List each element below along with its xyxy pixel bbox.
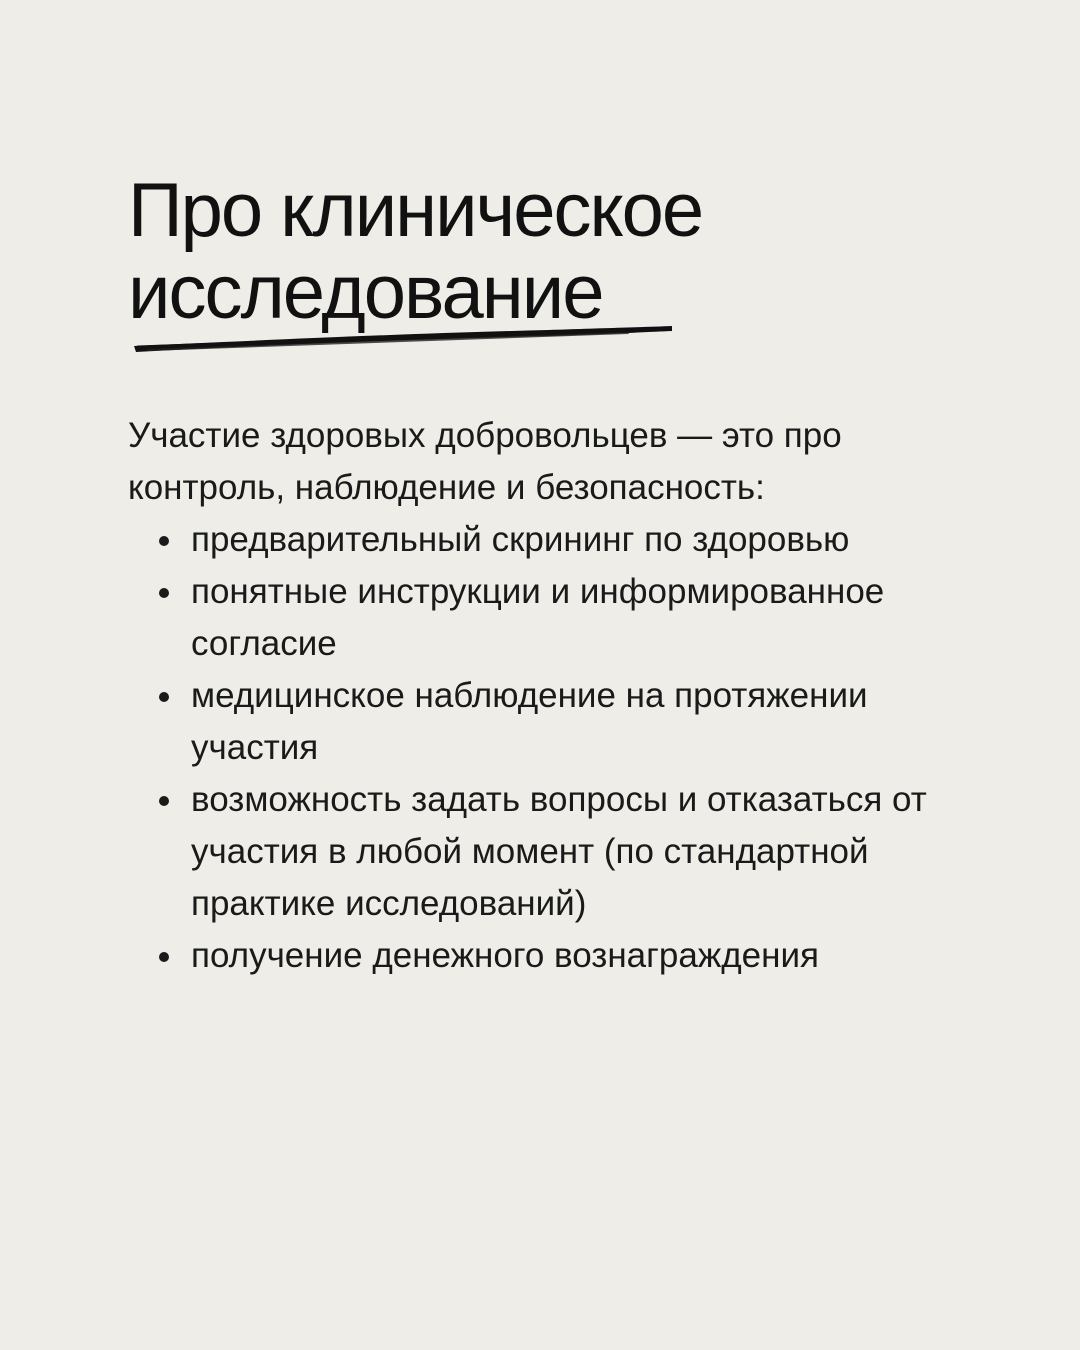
intro-paragraph: Участие здоровых добровольцев — это про контроль, наблюдение и безопасность: <box>128 416 842 507</box>
bullet-dot-icon <box>159 952 169 962</box>
list-item <box>128 670 988 774</box>
bullet-dot-icon <box>159 692 169 702</box>
body-content <box>128 410 988 982</box>
page-title <box>128 170 702 334</box>
title-line-2: исследование <box>128 250 603 335</box>
bullet-dot-icon <box>159 796 169 806</box>
bullet-dot-icon <box>159 536 169 546</box>
list-item-text: медицинское наблюдение на протяжении участия <box>191 676 868 767</box>
bullet-list <box>128 514 988 982</box>
list-item <box>128 930 988 982</box>
list-item <box>128 514 988 566</box>
list-item-text: понятные инструкции и информированное согласие <box>191 572 885 663</box>
bullet-dot-icon <box>159 588 169 598</box>
brush-underline <box>128 316 678 354</box>
list-item <box>128 566 988 670</box>
list-item <box>128 774 988 930</box>
list-item-text: возможность задать вопросы и отказаться от участия в любой момент (по стандартной практике исследований) <box>191 780 927 923</box>
list-item-text: получение денежного вознаграждения <box>191 936 819 975</box>
list-item-text: предварительный скрининг по здоровью <box>191 520 850 559</box>
title-line-1: Про клиническое <box>128 168 703 253</box>
